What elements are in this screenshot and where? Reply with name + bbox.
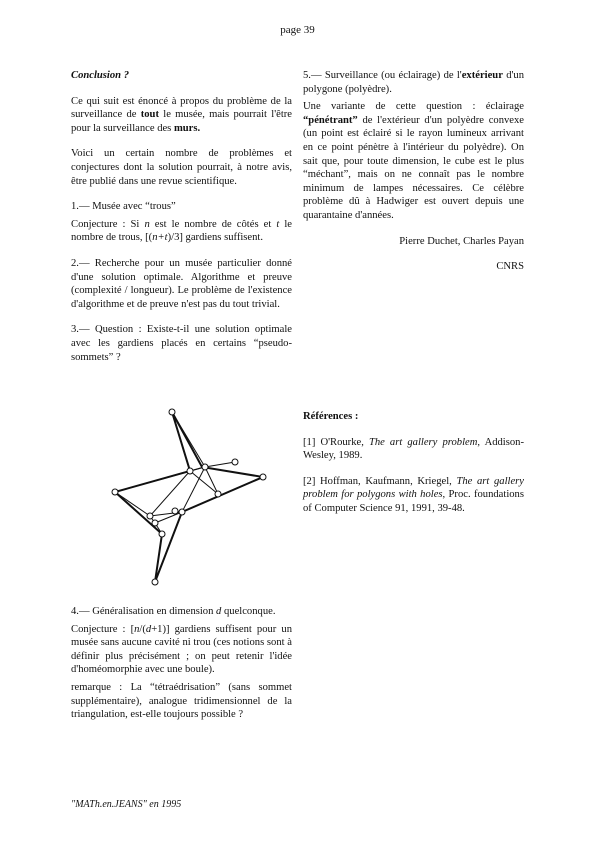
polygon-outline — [115, 412, 263, 582]
signature-names: Pierre Duchet, Charles Payan — [399, 235, 524, 247]
item4-conj-mid: /( — [139, 623, 146, 635]
variant-bold: “pénétrant” — [303, 114, 358, 126]
conclusion-heading: Conclusion ? — [71, 70, 129, 81]
item1-text-a: Conjecture : Si — [71, 218, 145, 230]
item1-text-d: )/3] gardiens suffisent. — [167, 232, 264, 244]
page-number: page 39 — [280, 24, 315, 36]
item4-var-d: d — [216, 606, 222, 617]
item1-var-n: n — [144, 218, 150, 230]
intro-text-a: Ce qui suit est énoncé à propos du problème de la surveillance de — [71, 95, 292, 121]
variant-text-a: Une variante de cette question : éclairage — [303, 101, 524, 113]
item4-title — [71, 605, 292, 619]
item4-text-a: 4.— Généralisation en dimension — [71, 606, 217, 617]
right-column — [303, 69, 524, 274]
variant-text-b: de l'extérieur d'un polyèdre convexe (un point est éclairé si le rayon lumineux arrivant en ce point pénètre à l'intérieur du polyèdre). On sait que, pour toute dimension, le cube est le plus “méchant”, mais on ne connaît pas le nombre minimum de lampes nécessaires. Ce célèbre problème dû à Hadwiger est ouvert depuis une quarantaine d'années. — [303, 114, 524, 221]
item5-text-a: 5.— Surveillance (ou éclairage) de l' — [303, 70, 462, 81]
item5-text-b: d'un polygone (polyèdre). — [303, 70, 525, 95]
polygon-diagram — [100, 404, 285, 592]
item1-conjecture — [71, 218, 292, 245]
remark-paragraph: remarque : La “tétraédrisation” (sans sommet supplémentaire), analogue tridimensionnel de la triangulation, est-elle toujours possible ? — [71, 681, 292, 721]
triangulation-edges — [115, 412, 235, 534]
vertex-markers — [112, 409, 266, 585]
ref1-title: The art gallery problem — [368, 436, 478, 448]
item5-bold: extérieur — [461, 70, 503, 81]
reference-1 — [303, 436, 524, 463]
intro-text-b: le musée, mais pourrait l'être pour la surveillance des — [71, 109, 292, 134]
item2-paragraph: 2.— Recherche pour un musée particulier donné d'une solution optimale. Algorithme et preuve (complexité / longueur). Le problème de l'existence d'algorithme et de preuve n'est pas du tout trivial. — [71, 257, 292, 310]
variant-paragraph — [303, 100, 524, 222]
item1-var-t: t — [276, 218, 280, 230]
left-column — [71, 69, 292, 376]
item1-text-b: est le nombre de côtés et — [149, 218, 277, 230]
polygon-figure — [100, 404, 285, 592]
reference-2 — [303, 475, 524, 516]
item1-text-c: le nombre de trous, [( — [71, 218, 293, 244]
ref2-publisher: , Proc. foundations of Computer Science 91, 1991, 39-48. — [303, 489, 524, 514]
item4-conj-n: n — [134, 623, 140, 635]
item3-paragraph: 3.— Question : Existe-t-il une solution optimale avec les gardiens placés en certains “pseudo-sommets” ? — [71, 324, 292, 363]
item4-conj-a: Conjecture : [ — [71, 623, 135, 635]
intro-bold-murs: murs. — [173, 122, 201, 134]
references-section — [303, 410, 524, 528]
item1-title: 1.— Musée avec “trous” — [71, 201, 176, 213]
item4-text-b: quelconque. — [221, 606, 276, 617]
ref2-authors: [2] Hoffman, Kaufmann, Kriegel, — [303, 475, 457, 487]
intro-paragraph — [71, 95, 292, 136]
ref1-authors: [1] O'Rourke, — [303, 436, 369, 448]
left-column-bottom — [71, 605, 292, 734]
intro-bold-tout: tout — [140, 109, 159, 121]
ref2-title: The art gallery problem for polygons with holes — [303, 475, 525, 501]
ref1-publisher: , Addison-Wesley, 1989. — [303, 436, 524, 462]
item5-title — [303, 69, 524, 96]
item1-formula: n+t — [152, 232, 168, 244]
item4-conj-d: d — [145, 623, 152, 635]
footer-text: "MATh.en.JEANS" en 1995 — [71, 799, 182, 810]
signature-org: CNRS — [496, 261, 524, 273]
item4-conjecture — [71, 623, 292, 677]
references-title: Références : — [303, 411, 359, 422]
item4-conj-b: +1)] gardiens suffisent pour un musée sans aucune cavité ni trou (ces notions sont à définir plus précisément ; on peut retenir l'idée d'homéomorphie avec une boule). — [71, 623, 292, 676]
problems-intro-paragraph: Voici un certain nombre de problèmes et conjectures dont la solution pourrait, à notre avis, être publié dans une revue scientifique. — [71, 148, 292, 187]
